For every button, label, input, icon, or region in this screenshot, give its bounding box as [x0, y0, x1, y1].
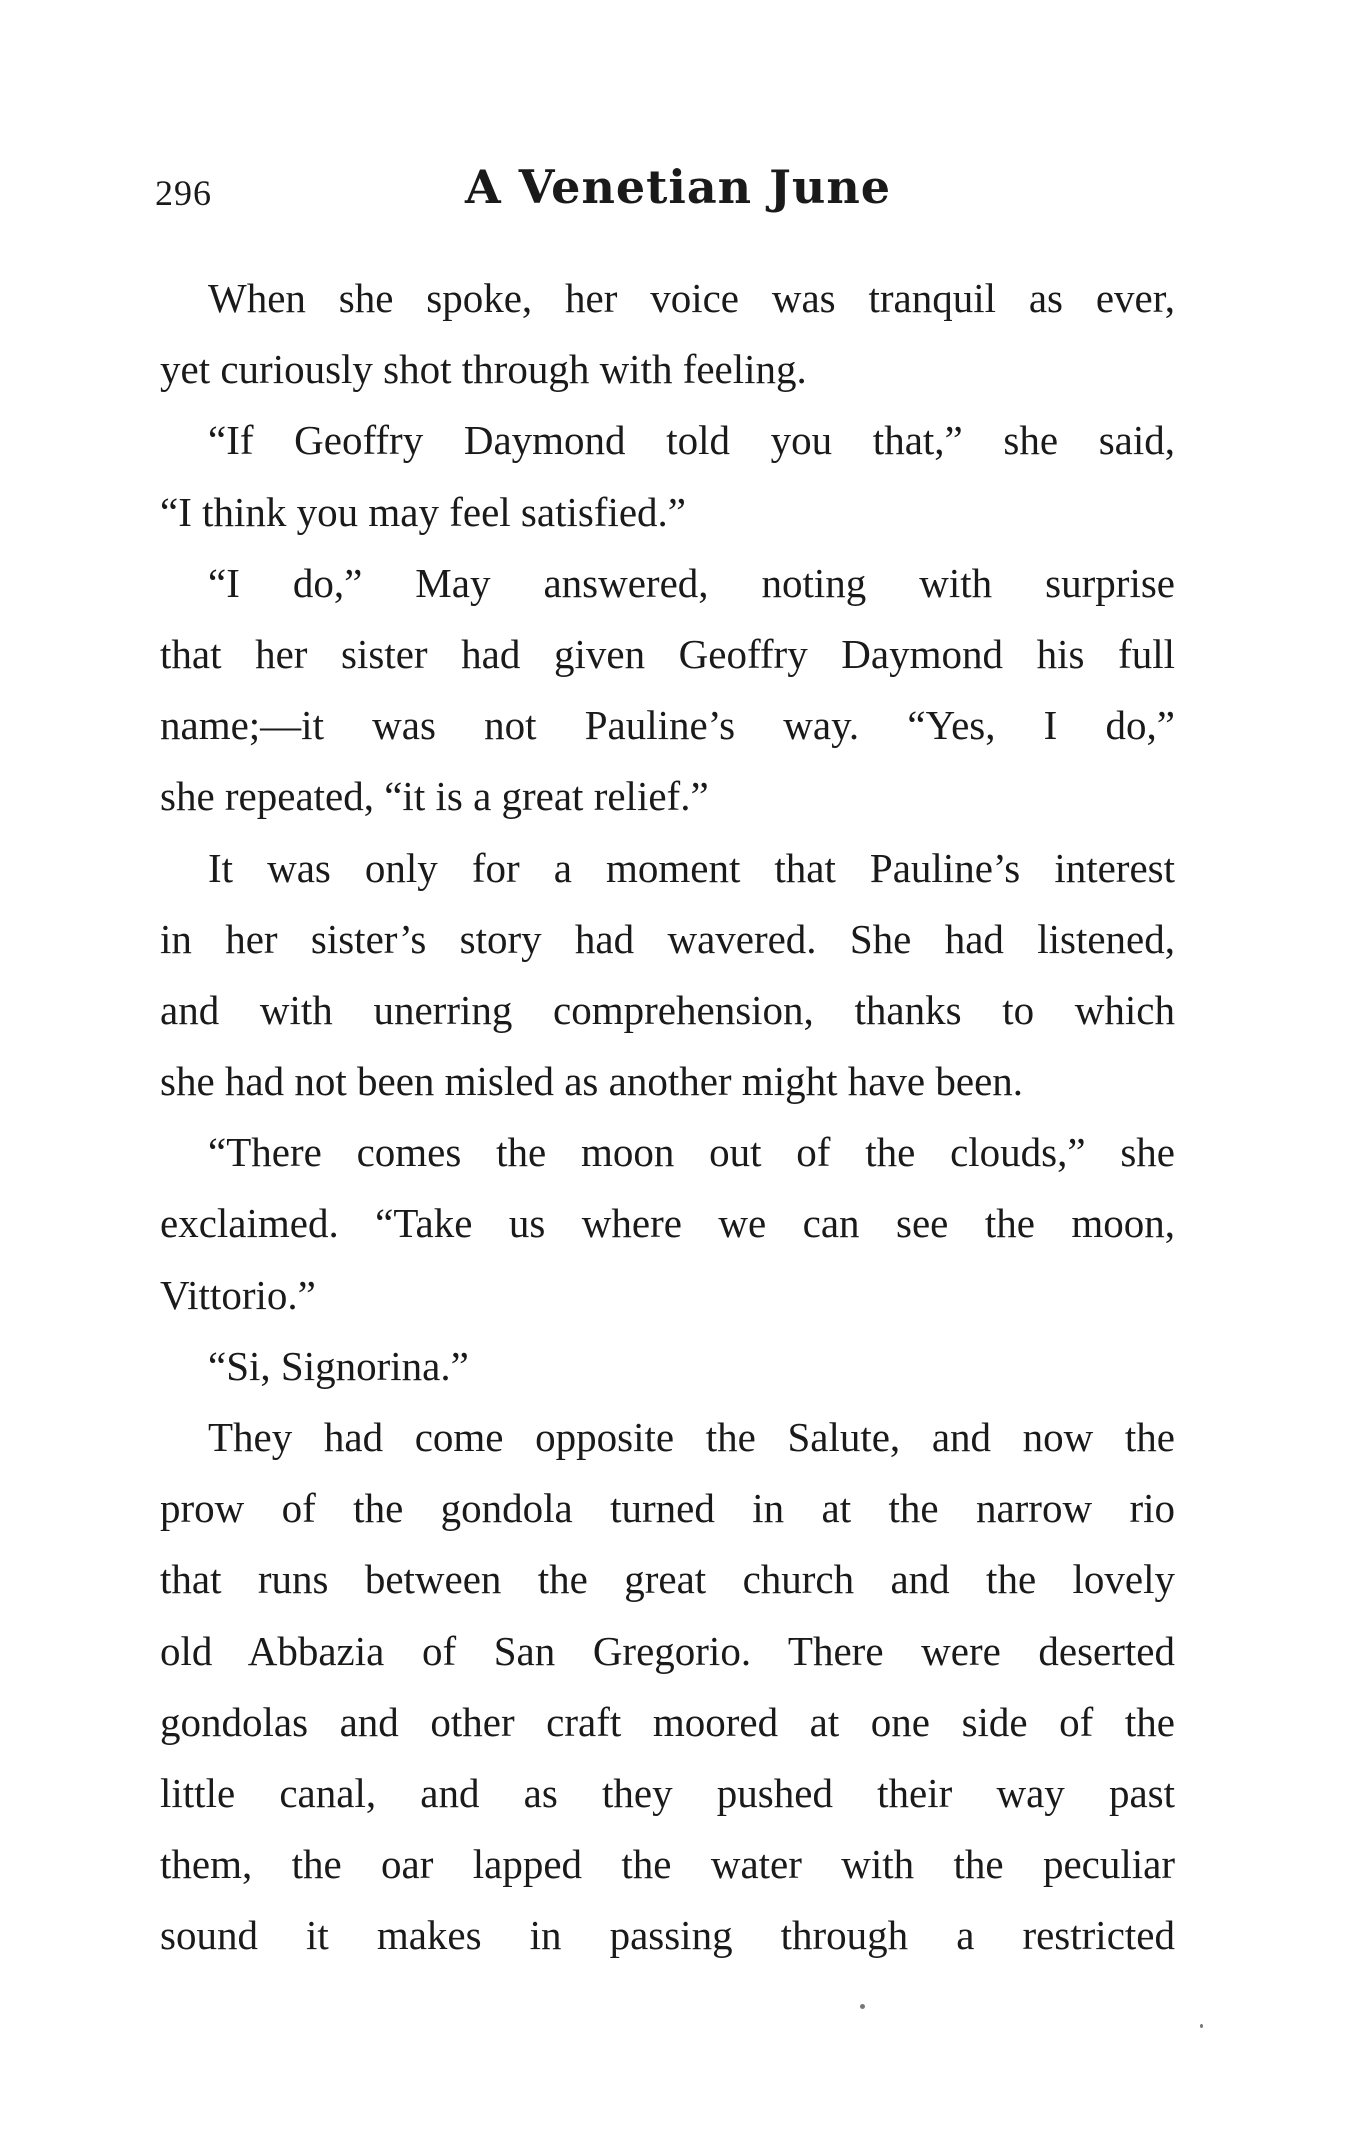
text-line: When she spoke, her voice was tranquil as ever,: [208, 275, 1175, 321]
text-line: exclaimed. “Take us where we can see the moon,: [160, 1200, 1175, 1247]
text-line: she repeated, “it is a great relief.”: [160, 773, 709, 820]
running-head: [155, 160, 1170, 230]
text-line: that her sister had given Geoffry Daymond his full: [160, 630, 1175, 677]
text-line: them, the oar lapped the water with the peculiar: [160, 1841, 1175, 1888]
text-line: in her sister’s story had wavered. She had listened,: [160, 915, 1175, 962]
text-line: “I think you may feel satisfied.”: [160, 488, 686, 535]
running-title: A Venetian June: [465, 160, 892, 214]
text-line: It was only for a moment that Pauline’s interest: [208, 844, 1175, 891]
text-line: old Abbazia of San Gregorio. There were deserted: [160, 1627, 1175, 1674]
text-line: “If Geoffry Daymond told you that,” she said,: [208, 417, 1175, 464]
text-line: Vittorio.”: [160, 1271, 316, 1318]
text-line: name;—it was not Pauline’s way. “Yes, I do,”: [160, 702, 1175, 749]
body-text: [160, 263, 1175, 1972]
text-line: that runs between the great church and the lovely: [160, 1556, 1175, 1603]
text-line: sound it makes in passing through a restricted: [160, 1912, 1175, 1959]
text-line: “Si, Signorina.”: [208, 1342, 469, 1389]
page-number: 296: [155, 173, 212, 213]
text-line: “I do,” May answered, noting with surprise: [208, 559, 1175, 606]
print-speck: [860, 2004, 865, 2009]
text-line: and with unerring comprehension, thanks to which: [160, 986, 1175, 1033]
text-line: little canal, and as they pushed their way past: [160, 1769, 1175, 1816]
print-speck: [1200, 2024, 1203, 2028]
text-line: They had come opposite the Salute, and now the: [208, 1414, 1175, 1460]
text-line: yet curiously shot through with feeling.: [160, 346, 807, 393]
text-line: prow of the gondola turned in at the narrow rio: [160, 1485, 1175, 1532]
text-line: “There comes the moon out of the clouds,” she: [208, 1129, 1175, 1176]
text-line: she had not been misled as another might have been.: [160, 1058, 1024, 1105]
text-line: gondolas and other craft moored at one side of the: [160, 1698, 1175, 1745]
